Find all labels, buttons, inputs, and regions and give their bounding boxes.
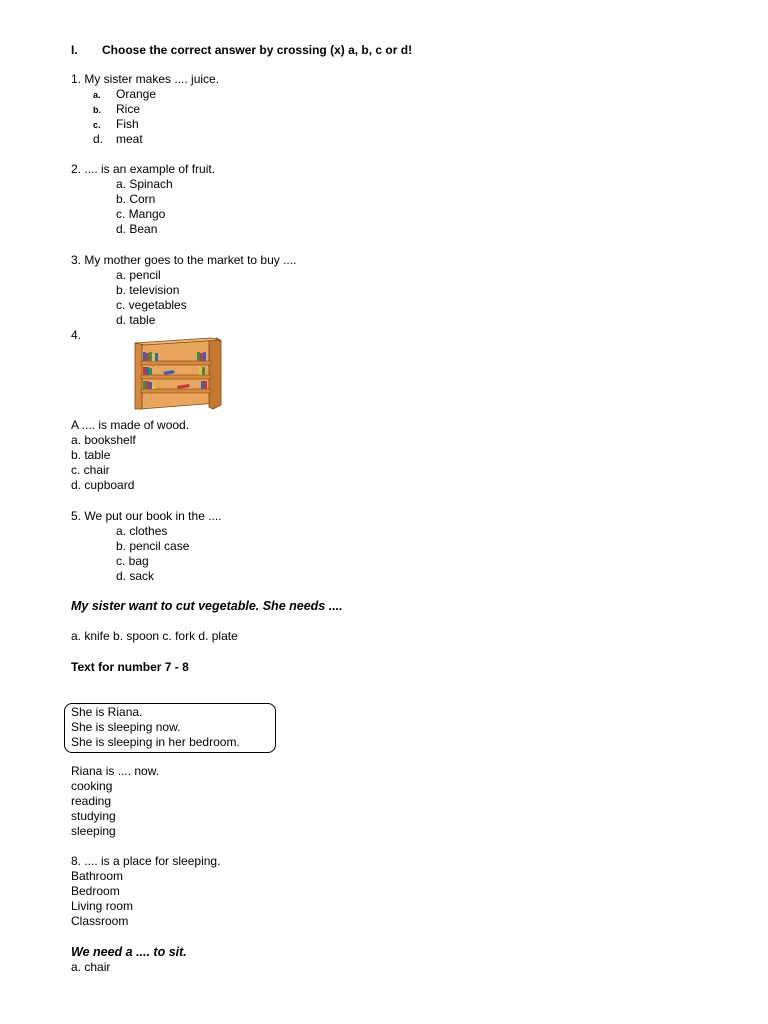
option-c[interactable]: c. vegetables [116, 298, 187, 312]
section-instruction: Choose the correct answer by crossing (x) a, b, c or d! [102, 43, 413, 57]
question-1 [71, 72, 219, 147]
section-heading [71, 43, 412, 58]
option-c[interactable]: c. Fish [93, 117, 139, 131]
question-text: 8. .... is a place for sleeping. [71, 854, 221, 868]
option-a[interactable]: cooking [71, 779, 113, 793]
option-c[interactable]: c. bag [116, 554, 149, 568]
question-4-number: 4. [71, 328, 82, 342]
option-b[interactable]: b. table [71, 448, 111, 462]
question-text: 2. .... is an example of fruit. [71, 162, 216, 176]
question-text: 5. We put our book in the .... [71, 509, 222, 523]
section-number: I. [71, 43, 78, 57]
option-d[interactable]: d. sack [116, 569, 155, 583]
option-a[interactable]: a. bookshelf [71, 433, 136, 447]
option-d[interactable]: d. table [116, 313, 156, 327]
option-b[interactable]: b. Rice [93, 102, 141, 116]
question-3 [71, 253, 296, 328]
question-text: Riana is .... now. [71, 764, 160, 778]
question-8 [71, 854, 220, 929]
question-text: My sister want to cut vegetable. She needs .... [71, 599, 343, 613]
question-text: 3. My mother goes to the market to buy .... [71, 253, 297, 267]
option-c[interactable]: Living room [71, 899, 134, 913]
question-2 [71, 162, 215, 237]
question-9 [71, 945, 187, 975]
option-d[interactable]: sleeping [71, 824, 116, 838]
bookshelf-icon [133, 337, 223, 411]
question-4 [71, 418, 189, 493]
option-a[interactable]: a. Spinach [116, 177, 173, 191]
question-6 [71, 599, 343, 614]
option-c[interactable]: c. chair [71, 463, 110, 477]
option-b[interactable]: b. television [116, 283, 180, 297]
option-d[interactable]: d. meat [93, 132, 143, 146]
option-d[interactable]: d. Bean [116, 222, 158, 236]
option-b[interactable]: b. pencil case [116, 539, 190, 553]
option-a[interactable]: a. chair [71, 960, 111, 974]
option-d[interactable]: d. cupboard [71, 478, 135, 492]
question-5 [71, 509, 222, 584]
option-a[interactable]: Bathroom [71, 869, 124, 883]
option-b[interactable]: Bedroom [71, 884, 120, 898]
question-7 [71, 764, 159, 839]
option-d[interactable]: Classroom [71, 914, 129, 928]
option-c[interactable]: c. Mango [116, 207, 166, 221]
question-text: 1. My sister makes .... juice. [71, 72, 220, 86]
question-text: A .... is made of wood. [71, 418, 190, 432]
reading-line: She is sleeping now. [71, 720, 181, 734]
option-a[interactable]: a. clothes [116, 524, 168, 538]
reading-line: She is Riana. [71, 705, 143, 719]
option-a[interactable]: a. pencil [116, 268, 161, 282]
option-b[interactable]: reading [71, 794, 112, 808]
question-6-options[interactable]: a. knife b. spoon c. fork d. plate [71, 629, 238, 643]
reading-line: She is sleeping in her bedroom. [71, 735, 240, 749]
reading-text-box [64, 703, 276, 753]
option-a[interactable]: a. Orange [93, 87, 157, 101]
text-heading: Text for number 7 - 8 [71, 660, 189, 674]
option-b[interactable]: b. Corn [116, 192, 156, 206]
option-c[interactable]: studying [71, 809, 116, 823]
question-text: We need a .... to sit. [71, 945, 187, 959]
